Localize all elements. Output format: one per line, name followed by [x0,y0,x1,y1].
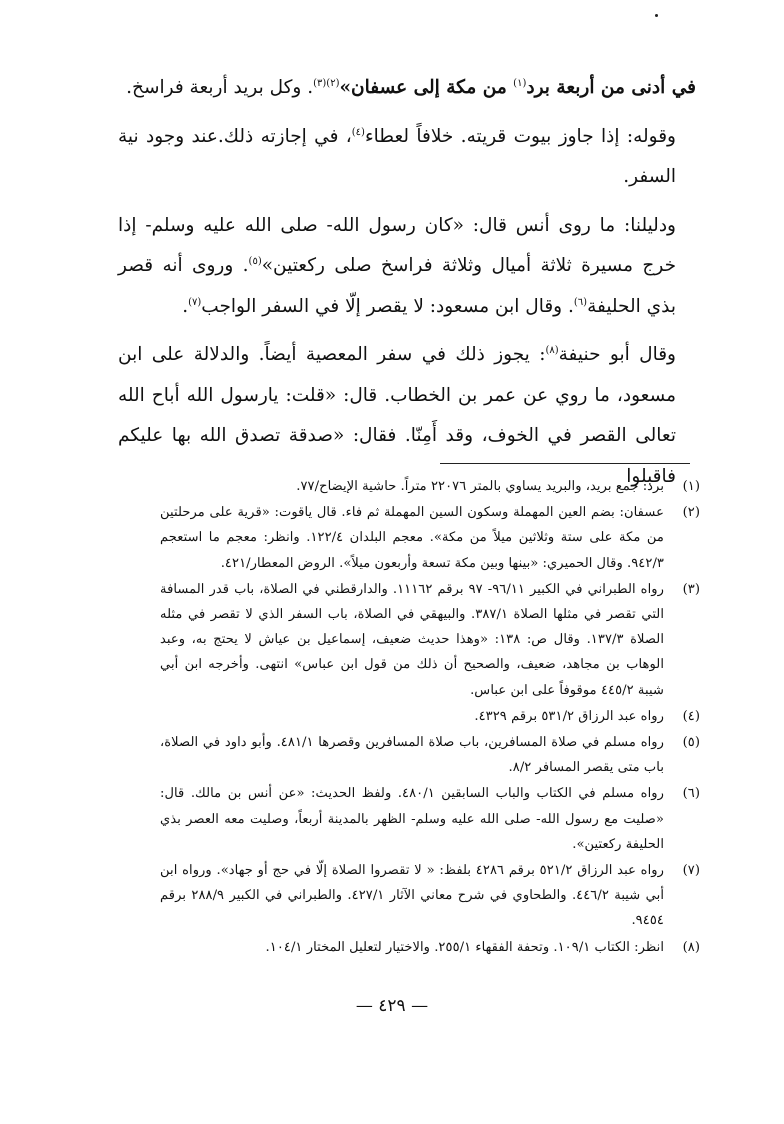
footnote-text: رواه الطبراني في الكبير ٩٦/١١- ٩٧ برقم ١١١٦٢. والدارقطني في الصلاة، باب قدر المسافة التي تقصر في مثلها الصلاة ٣٨٧/١. والبيهقي في الصلاة، باب السفر الذي لا تقصر في مثله الصلاة ١٣٧/٣. وقال ص: ١٣٨: «وهذا حديث ضعيف، إسماعيل بن عياش لا يحتج به، وعبد الوهاب بن مجاهد، ضعيف، والصحيح أن ذلك من قول ابن عباس» انتهى. وأخرجه ابن أبي شيبة ٤٤٥/٢ موقوفاً على ابن عباس. [160,581,664,698]
footnote-number: (٣) [682,581,700,597]
footnote-number: (٢) [682,505,700,521]
footnote-ref: (٧) [188,296,202,308]
footnote-4 [160,704,700,729]
footnote-text: برد: جمع بريد، والبريد يساوي بالمتر ٢٢٠٧٦ متراً. حاشية الإيضاح/٧٧. [296,479,664,494]
footnote-6 [160,781,700,857]
footnote-text: رواه عبد الرزاق ٥٣١/٢ برقم ٤٣٢٩. [474,708,664,724]
paragraph-3 [118,206,696,328]
paragraph-4 [118,335,696,497]
footnote-3 [160,577,700,703]
footnote-ref: (٢)(٣) [313,77,340,89]
footnote-number: (٤) [682,708,700,724]
footnote-1 [160,474,700,499]
footnote-ref: (٨) [545,344,559,356]
footnote-ref: (٦) [573,296,588,308]
footnote-text: رواه مسلم في الكتاب والباب السابقين ٤٨٠/١. ولفظ الحديث: «عن أنس بن مالك. قال: «صليت مع رسول الله‐ صلى الله عليه وسلم‐ الظهر بالمدينة أربعاً، وصليت معه العصر بذي الحليفة ركعتين». [160,786,664,852]
p1-bold-text-2: من مكة إلى عسفان» [339,77,514,98]
footnote-5 [160,730,700,780]
p2-text-b: ، في إجازته ذلك.عند وجود نية السفر. [118,125,676,187]
footnote-number: (٨) [682,939,700,955]
p2-text-a: وقوله: إذا جاوز بيوت قريته. خلافاً لعطاء [364,125,676,147]
p4-text-a: وقال أبو حنيفة [558,344,676,365]
footnote-7 [160,858,700,934]
footnote-text: انظر: الكتاب ١٠٩/١. وتحفة الفقهاء ٢٥٥/١. والاختيار لتعليل المختار ١٠٤/١. [265,939,664,955]
ink-speck [655,14,658,17]
p3-text-d: . [182,295,189,317]
footnote-number: (٦) [682,786,700,802]
p4-text-b: : يجوز ذلك في سفر المعصية أيضاً. والدلالة على ابن مسعود، ما روي عن عمر بن الخطاب. قال: «قلت: يارسول الله أباح الله تعالى القصر في الخوف، وقد أَمِنّا. فقال: «صدقة تصدق الله بها عليكم فاقبلوا [118,344,676,487]
footnote-text: رواه مسلم في صلاة المسافرين، باب صلاة المسافرين وقصرها ٤٨١/١. وأبو داود في الصلاة، باب متى يقصر المسافر ٨/٢. [160,735,665,776]
footnote-number: (١) [682,479,700,494]
paragraph-1 [118,68,696,109]
footnotes [160,474,700,961]
footnote-number: (٥) [682,735,700,751]
page-number: — ٤٢٩ — [355,996,429,1016]
p3-text-b: . وروى أنه قصر بذي الحليفة [118,255,676,317]
footnote-2 [160,500,700,576]
footnote-8 [160,935,700,960]
footnote-text: رواه عبد الرزاق ٥٢١/٢ برقم ٤٢٨٦ بلفظ: « لا تقصروا الصلاة إلّا في حج أو جهاد». ورواه ابن أبي شيبة ٤٤٦/٢. والطحاوي في شرح معاني الآثار ٤٢٧/١. والطبراني في الكبير ٢٨٨/٩ برقم ٩٤٥٤. [160,863,664,929]
main-text [118,68,696,497]
footnote-ref: (١) [513,77,527,89]
p1-bold-text: في أدنى من أربعة برد [526,77,696,98]
footnote-ref: (٤) [351,126,365,138]
footnote-text: عسفان: بضم العين المهملة وسكون السين المهملة ثم فاء. قال ياقوت: «قرية على مرحلتين من مكة على ستة وثلاثين ميلاً من مكة». معجم البلدان ١٢٢/٤. وانظر: معجم ما استعجم ٩٤٢/٣. وقال الحميري: «بينها وبين مكة تسعة وأربعون ميلاً». الروض المعطار/٤٢١. [160,505,664,571]
p1-rest: . وكل بريد أربعة فراسخ. [126,77,314,98]
p3-text-a: ودليلنا: ما روى أنس قال: «كان رسول الله‐ صلى الله عليه وسلم‐ إذا خرج مسيرة ثلاثة أميال وثلاثة فراسخ صلى ركعتين» [118,214,676,276]
footnote-number: (٧) [682,863,700,879]
paragraph-2 [118,117,696,198]
p3-text-c: . وقال ابن مسعود: لا يقصر إلّا في السفر الواجب [201,295,574,317]
footnote-ref: (٥) [248,255,262,267]
footnote-separator [440,463,690,464]
